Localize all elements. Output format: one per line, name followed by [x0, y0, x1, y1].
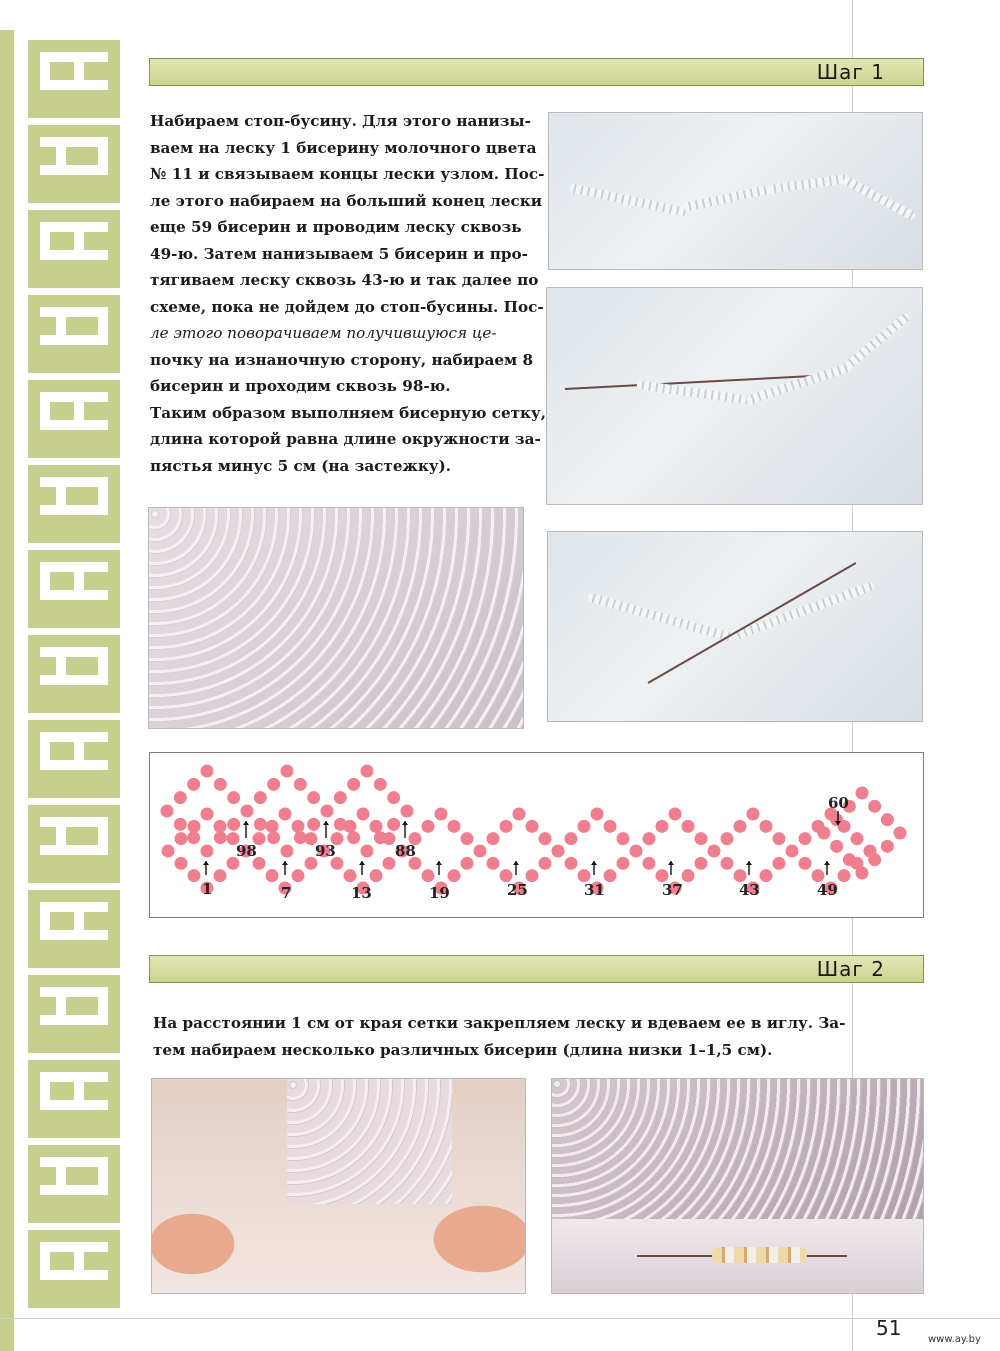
- step1-line: бисерин и проходим сквозь 98-ю.: [150, 377, 451, 395]
- step1-title: Шаг 1: [816, 60, 885, 84]
- bead: [370, 869, 383, 882]
- bead: [856, 787, 869, 800]
- bead: [401, 805, 414, 818]
- beading-diagram: [149, 752, 924, 918]
- photo-bead-chain-start: [548, 112, 923, 270]
- bead: [669, 808, 682, 821]
- bead: [266, 820, 279, 833]
- bead: [604, 869, 617, 882]
- decorative-tile: [28, 890, 120, 968]
- step2-line: На расстоянии 1 см от края сетки закрепляем леску и вдеваем ее в иглу. За-: [153, 1014, 846, 1032]
- step1-line: длина которой равна длине окружности за-: [150, 430, 541, 448]
- bead: [760, 869, 773, 882]
- bead: [227, 818, 240, 831]
- bead: [539, 832, 552, 845]
- bead-label: 7: [281, 884, 292, 902]
- step1-line: схеме, пока не дойдем до стоп-бусины. Пос-: [150, 297, 544, 316]
- page-number: 51: [876, 1316, 902, 1340]
- step1-line: пястья минус 5 см (на застежку).: [150, 456, 452, 475]
- arrow-head: [282, 861, 288, 865]
- bead: [894, 827, 907, 840]
- bead-label: 49: [817, 881, 838, 899]
- bead: [591, 808, 604, 821]
- bead: [307, 791, 320, 804]
- beading-diagram-svg: [150, 753, 925, 919]
- bead: [174, 818, 187, 831]
- bead: [868, 853, 881, 866]
- bead: [174, 791, 187, 804]
- bead: [344, 869, 357, 882]
- bead: [361, 765, 374, 778]
- bead: [630, 845, 643, 858]
- decorative-tile: [28, 1230, 120, 1308]
- arrow-head: [203, 861, 209, 865]
- decorative-tile: [28, 380, 120, 458]
- bead: [344, 820, 357, 833]
- bead: [643, 857, 656, 870]
- bead: [188, 820, 201, 833]
- bead: [347, 778, 360, 791]
- arrow-head: [436, 861, 442, 865]
- bead: [201, 845, 214, 858]
- bead: [682, 820, 695, 833]
- bead: [227, 791, 240, 804]
- bead: [448, 820, 461, 833]
- arrow-head: [591, 861, 597, 865]
- decorative-bar: [0, 30, 14, 1351]
- step2-header: [149, 955, 924, 983]
- bead: [267, 831, 280, 844]
- step1-line: почку на изнаночную сторону, набираем 8: [150, 350, 534, 369]
- bead: [526, 820, 539, 833]
- watermark: www.ay.by: [928, 1334, 981, 1345]
- bead: [786, 845, 799, 858]
- bead: [347, 831, 360, 844]
- bead: [818, 827, 831, 840]
- bead: [552, 845, 565, 858]
- step1-line: № 11 и связываем концы лески узлом. Пос-: [150, 165, 545, 183]
- decorative-tile: [28, 635, 120, 713]
- bead-group: [161, 765, 907, 895]
- bead: [175, 857, 188, 870]
- bead: [281, 765, 294, 778]
- bead: [760, 820, 773, 833]
- arrow-head: [243, 821, 249, 825]
- bead: [422, 820, 435, 833]
- bead: [868, 800, 881, 813]
- arrow-head: [513, 861, 519, 865]
- bead: [162, 845, 175, 858]
- strung-beads: [712, 1247, 807, 1263]
- bead: [214, 869, 227, 882]
- bead: [838, 869, 851, 882]
- decorative-side-pattern: [0, 0, 140, 1351]
- bead: [254, 818, 267, 831]
- bead: [214, 820, 227, 833]
- bead: [617, 857, 630, 870]
- photo-bead-mesh: [148, 507, 524, 729]
- bead: [201, 765, 214, 778]
- bead: [435, 808, 448, 821]
- step2-line: тем набираем несколько различных бисерин (длина низки 1–1,5 см).: [153, 1040, 773, 1059]
- bead: [370, 820, 383, 833]
- step2-title: Шаг 2: [816, 957, 885, 981]
- bead: [267, 778, 280, 791]
- arrow-head: [323, 821, 329, 825]
- arrow-head: [402, 821, 408, 825]
- bead: [461, 832, 474, 845]
- bead: [830, 813, 843, 826]
- decorative-tile: [28, 975, 120, 1053]
- decorative-tile: [28, 125, 120, 203]
- bead-label: 37: [662, 881, 683, 899]
- bead: [734, 820, 747, 833]
- decorative-tile: [28, 40, 120, 118]
- photo-fastening-thread: [151, 1078, 526, 1294]
- step1-text: [150, 108, 550, 479]
- bead: [383, 857, 396, 870]
- bead: [656, 820, 669, 833]
- bead: [578, 820, 591, 833]
- step1-line: ваем на леску 1 бисерину молочного цвета: [150, 138, 537, 157]
- bead: [448, 869, 461, 882]
- bead: [695, 832, 708, 845]
- bead: [799, 857, 812, 870]
- bead: [422, 869, 435, 882]
- bead-mesh-fragment: [287, 1079, 452, 1204]
- bead-label: 1: [202, 880, 213, 898]
- bead: [214, 778, 227, 791]
- decorative-tile: [28, 720, 120, 798]
- bead: [708, 845, 721, 858]
- bead: [187, 831, 200, 844]
- bead: [721, 857, 734, 870]
- arrow-head: [746, 861, 752, 865]
- step1-line: 49-ю. Затем нанизываем 5 бисерин и про-: [150, 244, 528, 263]
- decorative-tile: [28, 210, 120, 288]
- page-footer-line: [0, 1318, 1000, 1319]
- decorative-tile: [28, 1060, 120, 1138]
- bead-label: 98: [236, 842, 257, 860]
- bead: [175, 832, 188, 845]
- bead: [565, 832, 578, 845]
- bead: [487, 857, 500, 870]
- bead: [643, 832, 656, 845]
- bead: [773, 857, 786, 870]
- bead-label: 88: [395, 842, 416, 860]
- photo-stringing-beads: [551, 1078, 924, 1294]
- bead: [843, 853, 856, 866]
- arrow-head: [668, 861, 674, 865]
- bead: [799, 832, 812, 845]
- bead: [856, 867, 869, 880]
- bead: [881, 813, 894, 826]
- bead: [539, 857, 552, 870]
- bead: [773, 832, 786, 845]
- bead: [474, 845, 487, 858]
- bead: [461, 857, 474, 870]
- bead: [201, 808, 214, 821]
- bead: [241, 805, 254, 818]
- bead: [161, 805, 174, 818]
- bead: [851, 832, 864, 845]
- bead: [500, 820, 513, 833]
- bead: [387, 791, 400, 804]
- bead: [357, 808, 370, 821]
- step1-line: еще 59 бисерин и проводим леску сквозь: [150, 218, 522, 236]
- bead: [881, 840, 894, 853]
- bead-label: 13: [351, 884, 372, 902]
- bead: [695, 857, 708, 870]
- photo-needle-through-chain: [547, 531, 923, 722]
- bead: [617, 832, 630, 845]
- decorative-tile: [28, 805, 120, 883]
- step1-line: Таким образом выполняем бисерную сетку,: [150, 403, 547, 422]
- bead: [214, 831, 227, 844]
- bead: [279, 808, 292, 821]
- bead: [374, 778, 387, 791]
- bead: [321, 805, 334, 818]
- bead: [383, 832, 396, 845]
- step2-text: [153, 1010, 853, 1063]
- bead-label: 31: [584, 881, 605, 899]
- decorative-tile: [28, 1145, 120, 1223]
- bead: [487, 832, 500, 845]
- bead: [254, 791, 267, 804]
- step1-header: [149, 58, 924, 86]
- bead: [334, 791, 347, 804]
- decorative-tile: [28, 465, 120, 543]
- decorative-tile: [28, 550, 120, 628]
- bead: [292, 869, 305, 882]
- step1-line: ле этого поворачиваем получившуюся це-: [150, 324, 497, 342]
- bead: [188, 869, 201, 882]
- bead: [387, 818, 400, 831]
- bead: [513, 808, 526, 821]
- bead-label: 43: [739, 881, 760, 899]
- bead-label: 60: [828, 794, 849, 812]
- photo-bead-chain-needle: [546, 287, 923, 505]
- bead: [292, 820, 305, 833]
- bead: [187, 778, 200, 791]
- bead: [830, 840, 843, 853]
- step1-line: тягиваем леску сквозь 43-ю и так далее по: [150, 271, 539, 289]
- bead: [565, 857, 578, 870]
- bead: [682, 869, 695, 882]
- arrow-head: [824, 861, 830, 865]
- bead-label: 19: [429, 884, 450, 902]
- bead: [266, 869, 279, 882]
- bead: [747, 808, 760, 821]
- bead: [361, 845, 374, 858]
- bead: [604, 820, 617, 833]
- bead: [294, 778, 307, 791]
- step1-line: Набираем стоп-бусину. Для этого нанизы-: [150, 112, 531, 130]
- step1-line: ле этого набираем на больший конец лески: [150, 191, 543, 210]
- arrow-head: [359, 861, 365, 865]
- bead: [721, 832, 734, 845]
- bead: [281, 845, 294, 858]
- bead-label: 25: [507, 881, 528, 899]
- decorative-tile: [28, 295, 120, 373]
- bead-label: 93: [315, 842, 336, 860]
- bead: [307, 818, 320, 831]
